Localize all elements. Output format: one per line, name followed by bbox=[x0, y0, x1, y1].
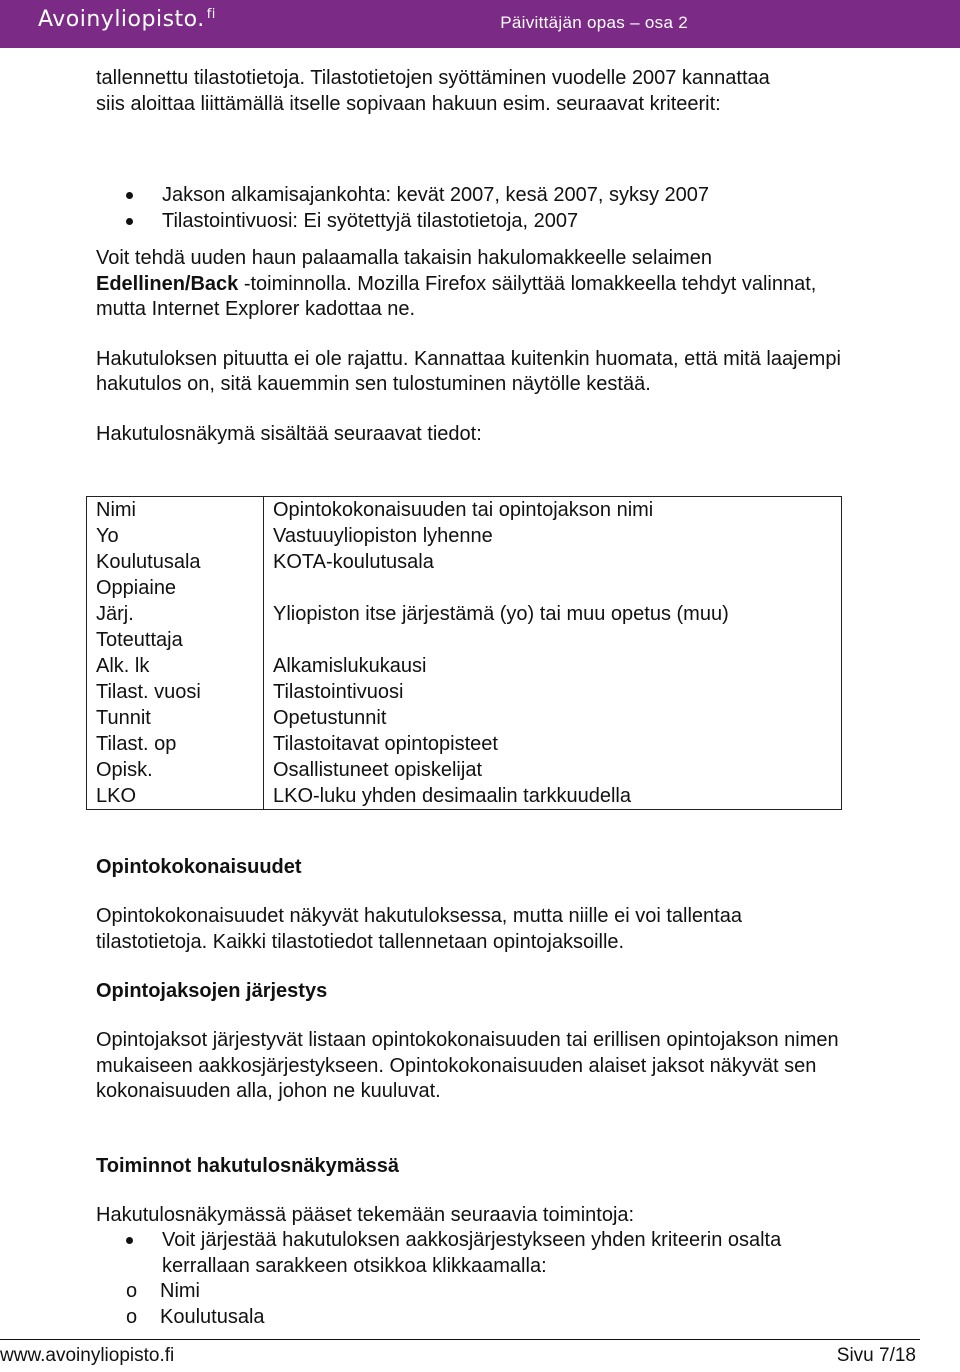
field-desc: Tilastoitavat opintopisteet bbox=[273, 733, 498, 755]
field-key: Järj. bbox=[96, 603, 134, 625]
logo bbox=[38, 7, 216, 32]
document-title: Päivittäjän opas – osa 2 bbox=[500, 13, 688, 32]
field-descriptions-cell bbox=[264, 497, 842, 810]
list-item: o Nimi bbox=[30, 1279, 856, 1305]
field-key: Opisk. bbox=[96, 759, 153, 781]
list-item: Tilastointivuosi: Ei syötettyjä tilastotietoja, 2007 bbox=[96, 209, 856, 235]
section-paragraph: Hakutulosnäkymässä pääset tekemään seuraavia toimintoja: bbox=[96, 1203, 635, 1226]
field-keys-cell bbox=[87, 497, 264, 810]
section-heading: Opintojaksojen järjestys bbox=[96, 980, 328, 1002]
section-heading: Toiminnot hakutulosnäkymässä bbox=[96, 1154, 400, 1177]
criteria-list bbox=[96, 183, 856, 234]
field-key: Oppiaine bbox=[96, 577, 177, 599]
back-note-paragraph bbox=[96, 246, 856, 323]
page-header bbox=[0, 0, 960, 48]
field-desc: Alkamislukukausi bbox=[273, 655, 427, 677]
field-desc: Vastuuyliopiston lyhenne bbox=[273, 525, 493, 547]
section-paragraph: Opintokokonaisuudet näkyvät hakutuloksessa, mutta niille ei voi tallentaa tilastotietoja. Kaikki tilastotiedot tallennetaan opintojaksoille. bbox=[96, 905, 742, 953]
logo-text: Avoinyliopisto. bbox=[38, 7, 205, 32]
field-key: LKO bbox=[96, 785, 137, 807]
list-item: Jakson alkamisajankohta: kevät 2007, kesä 2007, syksy 2007 bbox=[96, 183, 856, 209]
field-key: Alk. lk bbox=[96, 655, 150, 677]
list-item: Voit järjestää hakutuloksen aakkosjärjestykseen yhden kriteerin osalta kerrallaan sarakkeen otsikkoa klikkaamalla: bbox=[96, 1228, 856, 1279]
field-desc: Opintokokonaisuuden tai opintojakson nimi bbox=[273, 499, 654, 521]
field-desc: Opetustunnit bbox=[273, 707, 387, 729]
field-key: Yo bbox=[96, 525, 119, 547]
list-item: o Koulutusala bbox=[30, 1305, 856, 1331]
field-key: Tilast. op bbox=[96, 733, 177, 755]
fields-table bbox=[86, 496, 842, 810]
section-heading: Opintokokonaisuudet bbox=[96, 856, 302, 878]
field-key: Toteuttaja bbox=[96, 629, 183, 651]
field-desc: Tilastointivuosi bbox=[273, 681, 404, 703]
intro-paragraph bbox=[96, 66, 856, 117]
back-note-before: Voit tehdä uuden haun palaamalla takaisin hakulomakkeelle selaimen bbox=[96, 247, 712, 269]
intro-line-1: tallennettu tilastotietoja. Tilastotietojen syöttäminen vuodelle 2007 kannattaa bbox=[96, 67, 770, 89]
view-intro-paragraph: Hakutulosnäkymä sisältää seuraavat tiedot: bbox=[96, 422, 482, 445]
page-number: Sivu 7/18 bbox=[836, 1345, 916, 1366]
field-key: Nimi bbox=[96, 499, 136, 521]
actions-list bbox=[30, 1228, 856, 1279]
page-content bbox=[96, 66, 856, 447]
field-desc: Yliopiston itse järjestämä (yo) tai muu opetus (muu) bbox=[273, 603, 729, 625]
section-paragraph: Opintojaksot järjestyvät listaan opintokokonaisuuden tai erillisen opintojakson nimen mukaiseen aakkosjärjestykseen. Opintokokonaisuuden alaiset jaksot näkyvät sen kokonaisuuden alla, johon ne kuuluvat. bbox=[96, 1029, 839, 1102]
field-desc bbox=[273, 627, 841, 653]
footer-url: www.avoinyliopisto.fi bbox=[0, 1345, 175, 1366]
field-key: Tilast. vuosi bbox=[96, 681, 201, 703]
field-key: Tunnit bbox=[96, 707, 151, 729]
sections-content bbox=[96, 855, 856, 1330]
length-note-paragraph: Hakutuloksen pituutta ei ole rajattu. Kannattaa kuitenkin huomata, että mitä laajempi hakutulos on, sitä kauemmin sen tulostuminen näytölle kestää. bbox=[96, 347, 841, 395]
field-key: Koulutusala bbox=[96, 551, 201, 573]
back-note-after: -toiminnolla. Mozilla Firefox säilyttää lomakkeella tehdyt valinnat, mutta Internet Explorer kadottaa ne. bbox=[96, 272, 817, 320]
field-desc: LKO-luku yhden desimaalin tarkkuudella bbox=[273, 785, 631, 807]
sort-options-list bbox=[30, 1279, 856, 1330]
table-row bbox=[87, 497, 842, 810]
logo-mark: fi bbox=[206, 7, 216, 22]
back-note-bold: Edellinen/Back bbox=[96, 272, 239, 295]
field-desc bbox=[273, 575, 841, 601]
intro-line-2: siis aloittaa liittämällä itselle sopivaan hakuun esim. seuraavat kriteerit: bbox=[96, 92, 721, 115]
footer-divider bbox=[0, 1339, 920, 1340]
field-desc: KOTA-koulutusala bbox=[273, 551, 434, 573]
field-desc: Osallistuneet opiskelijat bbox=[273, 759, 482, 781]
